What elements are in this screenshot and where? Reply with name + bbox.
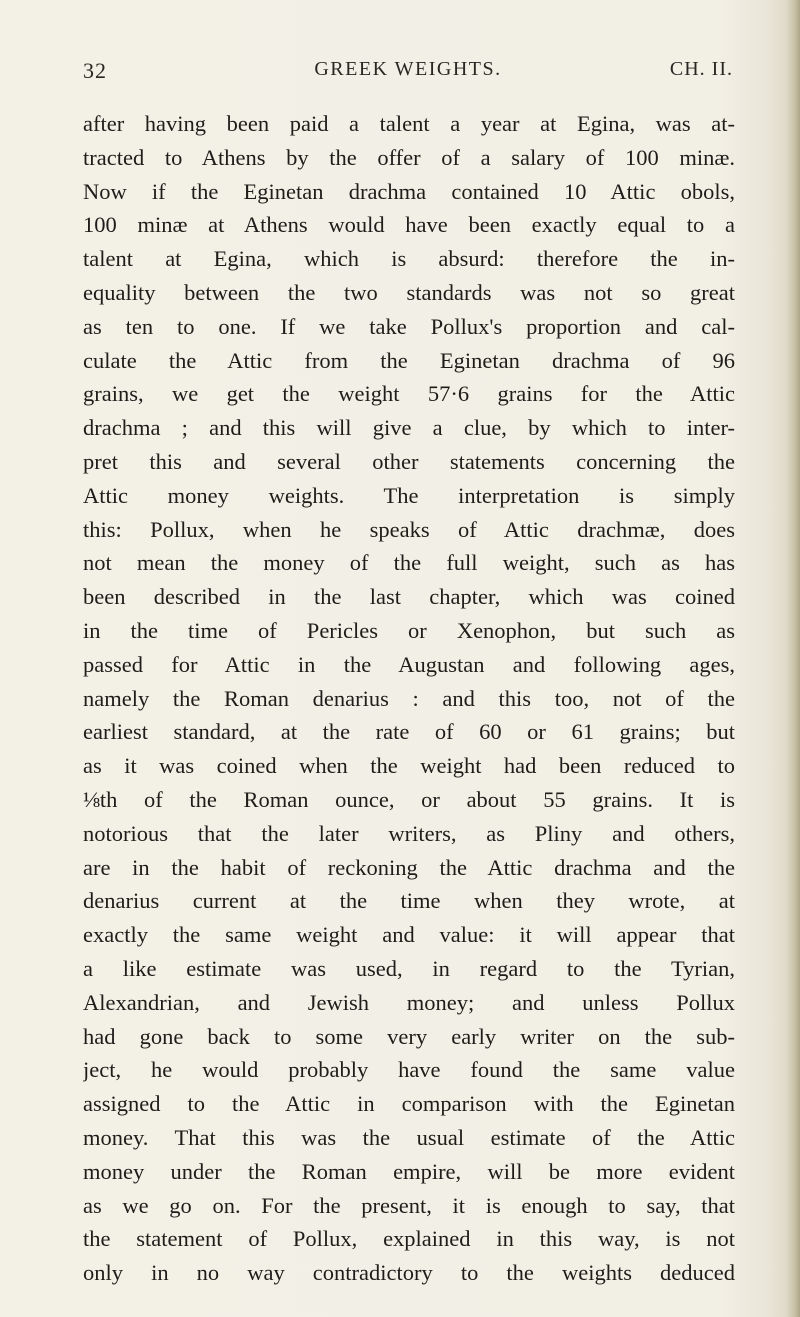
text-line: exactly the same weight and value: it will appear that — [83, 922, 735, 948]
text-line: denarius current at the time when they wrote, at — [83, 888, 735, 914]
text-line: passed for Attic in the Augustan and following ages, — [83, 651, 735, 677]
text-line: had gone back to some very early writer on the sub- — [83, 1023, 735, 1049]
text-line: money under the Roman empire, will be more evident — [83, 1158, 735, 1184]
text-line: ⅛th of the Roman ounce, or about 55 grains. It is — [83, 786, 735, 812]
text-line: been described in the last chapter, which was coined — [83, 584, 735, 610]
page-edge-shadow — [786, 0, 800, 1317]
running-head — [83, 58, 733, 88]
text-line: not mean the money of the full weight, such as has — [83, 550, 735, 576]
text-line: 100 minæ at Athens would have been exactly equal to a — [83, 212, 735, 238]
text-line: as ten to one. If we take Pollux's proportion and cal- — [83, 313, 735, 339]
text-line: namely the Roman denarius : and this too, not of the — [83, 685, 735, 711]
text-line: Attic money weights. The interpretation is simply — [83, 482, 735, 508]
text-line: a like estimate was used, in regard to the Tyrian, — [83, 955, 735, 981]
running-title: GREEK WEIGHTS. — [314, 58, 502, 80]
text-line: ject, he would probably have found the same value — [83, 1057, 735, 1083]
text-line: as it was coined when the weight had been reduced to — [83, 753, 735, 779]
text-line: assigned to the Attic in comparison with the Eginetan — [83, 1091, 735, 1117]
text-line: this: Pollux, when he speaks of Attic drachmæ, does — [83, 516, 735, 542]
text-line: tracted to Athens by the offer of a salary of 100 minæ. — [83, 144, 735, 170]
body-text — [83, 107, 735, 1290]
text-line: in the time of Pericles or Xenophon, but such as — [83, 617, 735, 643]
text-line: the statement of Pollux, explained in this way, is not — [83, 1226, 735, 1252]
text-line: Now if the Eginetan drachma contained 10 Attic obols, — [83, 178, 735, 204]
text-line: equality between the two standards was not so great — [83, 279, 735, 305]
text-line: grains, we get the weight 57·6 grains for the Attic — [83, 381, 735, 407]
text-line: Alexandrian, and Jewish money; and unless Pollux — [83, 989, 735, 1015]
text-line: culate the Attic from the Eginetan drachma of 96 — [83, 347, 735, 373]
text-line: as we go on. For the present, it is enough to say, that — [83, 1192, 735, 1218]
text-line: earliest standard, at the rate of 60 or 61 grains; but — [83, 719, 735, 745]
page-number: 32 — [83, 58, 107, 83]
text-line: drachma ; and this will give a clue, by which to inter- — [83, 415, 735, 441]
text-line: notorious that the later writers, as Pliny and others, — [83, 820, 735, 846]
text-line: money. That this was the usual estimate of the Attic — [83, 1124, 735, 1150]
text-line: are in the habit of reckoning the Attic drachma and the — [83, 854, 735, 880]
text-line: only in no way contradictory to the weights deduced — [83, 1260, 735, 1286]
text-line: talent at Egina, which is absurd: therefore the in- — [83, 246, 735, 272]
text-line: pret this and several other statements concerning the — [83, 448, 735, 474]
text-line: after having been paid a talent a year at Egina, was at- — [83, 111, 735, 136]
chapter-label: CH. II. — [669, 58, 733, 80]
